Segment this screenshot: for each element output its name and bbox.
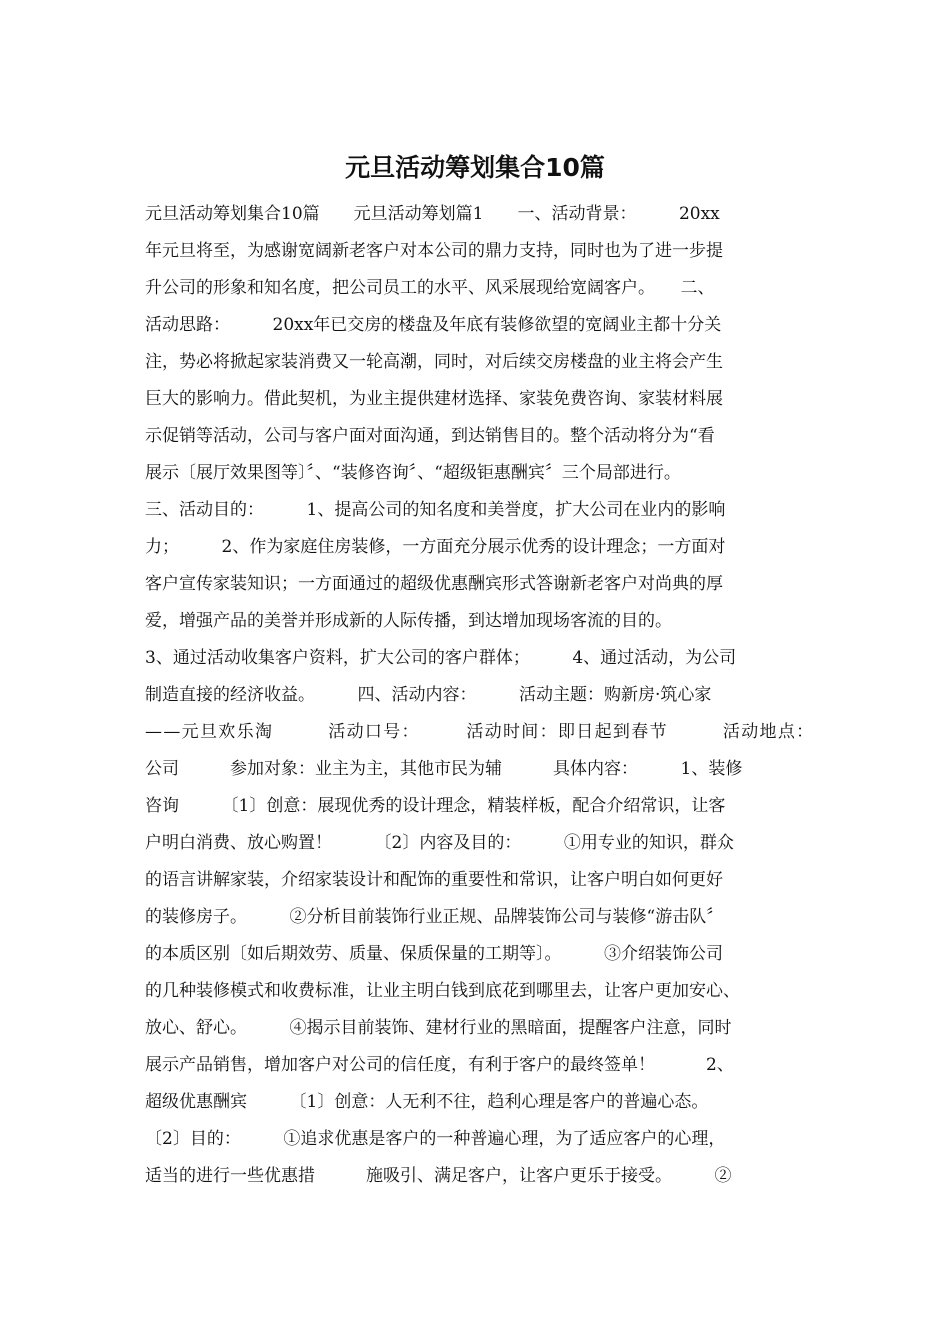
body-text-line: 升公司的形象和知名度，把公司员工的水平、风采展现给宽阔客户。 二、 xyxy=(145,278,715,298)
body-text-line: 客户宣传家装知识；一方面通过的超级优惠酬宾形式答谢新老客户对尚典的厚 xyxy=(145,574,723,594)
body-text-line: 咨询 〔1〕创意：展现优秀的设计理念，精装样板，配合介绍常识，让客 xyxy=(145,796,726,816)
body-text-line: 年元旦将至，为感谢宽阔新老客户对本公司的鼎力支持，同时也为了进一步提 xyxy=(145,241,723,261)
body-text-line: 活动思路： 20xx年已交房的楼盘及年底有装修欲望的宽阔业主都十分关 xyxy=(145,315,722,335)
body-text-line: 的语言讲解家装，介绍家装设计和配饰的重要性和常识，让客户明白如何更好 xyxy=(145,870,723,890)
body-text-line: 元旦活动筹划集合10篇 元旦活动筹划篇1 一、活动背景： 20xx xyxy=(145,204,720,224)
body-text-line: 制造直接的经济收益。 四、活动内容： 活动主题：购新房·筑心家 xyxy=(145,685,712,705)
body-text-line: 展示产品销售，增加客户对公司的信任度，有利于客户的最终签单！ 2、 xyxy=(145,1055,734,1075)
body-text-line: 力； 2、作为家庭住房装修，一方面充分展示优秀的设计理念；一方面对 xyxy=(145,537,726,557)
body-text-line: ——元旦欢乐淘 活动口号： 活动时间：即日起到春节 活动地点： xyxy=(145,722,815,742)
body-text-line: 的本质区别〔如后期效劳、质量、保质保量的工期等〕。 ③介绍装饰公司 xyxy=(145,944,723,964)
body-text-line: 展示〔展厅效果图等〕〞、“装修咨询〞、“超级钜惠酬宾〞三个局部进行。 xyxy=(145,463,681,483)
body-text-line: 巨大的影响力。借此契机，为业主提供建材选择、家装免费咨询、家装材料展 xyxy=(145,389,723,409)
document-title: 元旦活动筹划集合10篇 xyxy=(345,153,605,182)
body-text-line: 爱，增强产品的美誉并形成新的人际传播，到达增加现场客流的目的。 xyxy=(145,611,672,631)
body-text-line: 的装修房子。 ②分析目前装饰行业正规、品牌装饰公司与装修“游击队〞 xyxy=(145,907,724,927)
body-text-line: 示促销等活动，公司与客户面对面沟通，到达销售目的。整个活动将分为“看 xyxy=(145,426,715,446)
body-text-line: 户明白消费、放心购置！ 〔2〕内容及目的： ①用专业的知识，群众 xyxy=(145,833,734,853)
body-text-line: 的几种装修模式和收费标准，让业主明白钱到底花到哪里去，让客户更加安心、 xyxy=(145,981,740,1001)
body-text-line: 适当的进行一些优惠措 施吸引、满足客户，让客户更乐于接受。 ② xyxy=(145,1166,732,1186)
body-text-line: 超级优惠酬宾 〔1〕创意：人无利不往，趋利心理是客户的普遍心态。 xyxy=(145,1092,709,1112)
body-text-line: 放心、舒心。 ④揭示目前装饰、建材行业的黑暗面，提醒客户注意，同时 xyxy=(145,1018,732,1038)
body-text-line: 〔2〕目的： ①追求优惠是客户的一种普遍心理，为了适应客户的心理， xyxy=(145,1129,726,1149)
body-text-line: 3、通过活动收集客户资料，扩大公司的客户群体； 4、通过活动，为公司 xyxy=(145,648,737,668)
body-text-line: 注，势必将掀起家装消费又一轮高潮，同时，对后续交房楼盘的业主将会产生 xyxy=(145,352,723,372)
body-text-line: 公司 参加对象：业主为主，其他市民为辅 具体内容： 1、装修 xyxy=(145,759,743,779)
document-body xyxy=(145,196,815,1195)
body-text-line: 三、活动目的： 1、提高公司的知名度和美誉度，扩大公司在业内的影响 xyxy=(145,500,726,520)
